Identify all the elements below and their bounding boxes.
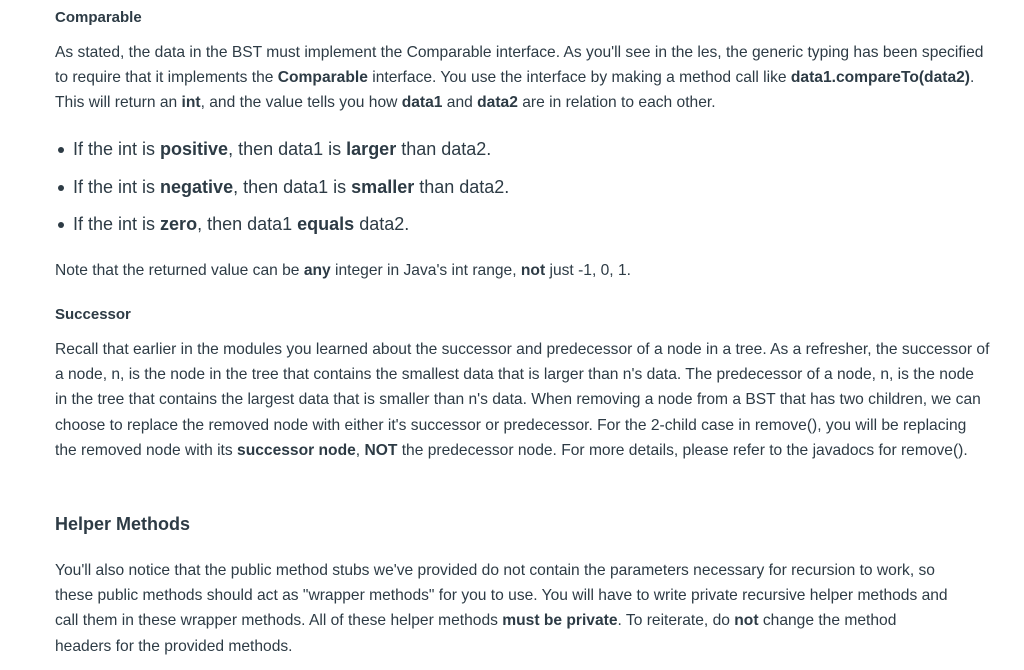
text-run: , and the value tells you how [200,94,402,112]
text-run: than data2. [396,139,492,159]
comparable-paragraph [55,40,990,116]
text-run: . This will return an [55,69,975,112]
text-run: . To reiterate, do [617,612,735,630]
bold-run: not [520,262,546,279]
bold-run: successor node [237,441,356,459]
list-item [55,175,509,213]
helper-methods-paragraph [55,558,955,659]
return-value-note [55,258,990,283]
bold-run: data1 [401,94,443,112]
text-run: data2. [354,214,410,234]
text-run: , then data1 is [228,139,347,159]
bold-run: smaller [351,176,415,197]
text-run: , [355,441,365,459]
text-run: and [442,94,478,112]
helper-methods-heading: Helper Methods [55,514,191,534]
text-run: the predecessor node. For more details, please refer to the javadocs for remove(). [397,441,968,459]
successor-heading: Successor [55,306,131,323]
bold-run: not [734,612,759,630]
bold-run: must be private [502,612,618,630]
bold-run: zero [160,214,198,234]
text-run: If the int is [73,139,161,159]
list-item [55,212,509,250]
bold-run: negative [160,176,234,197]
text-run: If the int is [73,214,161,234]
comparison-bullet-list [55,137,509,250]
bold-run: data2 [477,94,518,112]
comparable-heading: Comparable [55,9,142,26]
bold-run: positive [160,139,229,159]
text-run: Note that the returned value can be [55,262,304,279]
bold-run: larger [346,139,397,159]
text-run: , then data1 [197,214,298,234]
text-run: As stated, the data in the BST must implement the Comparable interface. As you'll see in the les, the generic typing has been specified to require that it implements the [55,44,984,87]
list-item [55,137,509,175]
text-run: just -1, 0, 1. [545,262,631,279]
bold-run: NOT [364,441,398,459]
bold-run: any [303,262,331,279]
text-run: Recall that earlier in the modules you learned about the successor and predecessor of a node in a tree. As a refresher, the successor of a node, n, is the node in the tree that contains the smallest data that is larger than n's data. The predecessor of a node, n, is the node in the tree that contains the largest data that is smaller than n's data. When removing a node from a BST that has two children, we can choose to replace the removed node with either it's successor or predecessor. For the 2-child case in remove(), you will be replacing the removed node with its [55,341,990,459]
text-run: are in relation to each other. [517,94,716,112]
text-run: change the method headers for the provided methods. [55,612,897,655]
text-run: , then data1 is [233,176,352,197]
text-run: than data2. [414,176,510,197]
bold-run: data1.compareTo(data2) [790,69,970,87]
text-run: If the int is [73,176,161,197]
bold-run: equals [297,214,355,234]
bold-run: int [181,94,201,112]
successor-paragraph [55,337,990,463]
text-run: integer in Java's int range, [330,262,521,279]
text-run: You'll also notice that the public method stubs we've provided do not contain the parameters necessary for recursion to work, so these public methods should act as "wrapper methods" for you to use. You will have to write private recursive helper methods and call them in these wrapper methods. All of these helper methods [55,562,948,630]
bold-run: Comparable [277,69,368,87]
text-run: interface. You use the interface by making a method call like [367,69,791,87]
